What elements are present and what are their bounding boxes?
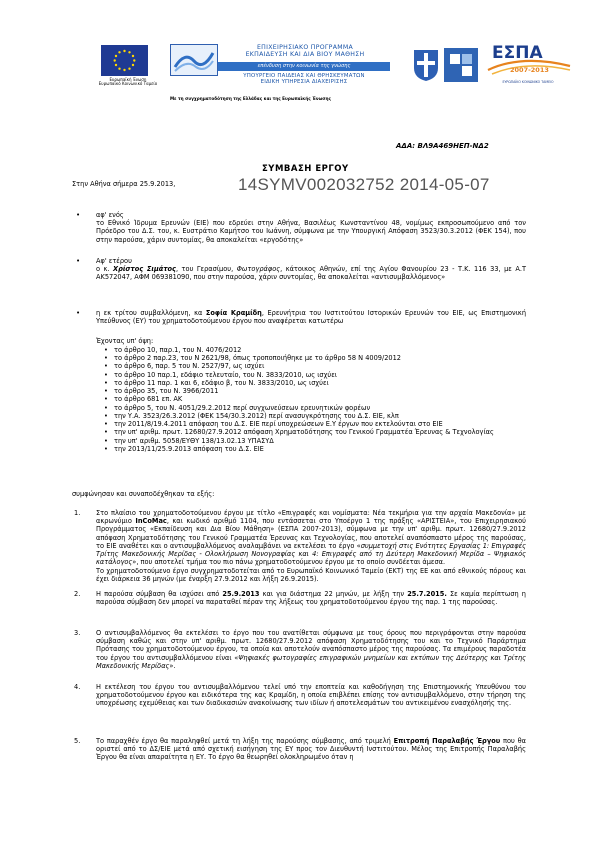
clause-number: 2. <box>74 590 81 598</box>
contract-title: ΣΥΜΒΑΣΗ ΕΡΓΟΥ <box>262 164 349 174</box>
list-item: • το άρθρο 10, παρ.1, του Ν. 4076/2012 <box>104 346 524 354</box>
bullet: • <box>76 309 81 317</box>
legal-basis-list <box>104 346 524 453</box>
party-2-text: ο κ. Χρίστος Σιμάτος, του Γερασίμου, Φωτογράφος, κάτοικος Αθηνών, επί της Αγίου Φανουρίου 23 - Τ.Κ. 116 33, με Α.Τ ΑΚ572047, ΑΦΜ 069381090, που στην παρούσα, χάριν συντομίας, θα αποκαλείται «αντισυμβαλλόμενος» <box>96 265 526 282</box>
list-item: • το άρθρο 2 παρ.23, του Ν 2621/98, όπως τροποποιήθηκε με το άρθρο 58 Ν 4009/2012 <box>104 354 524 362</box>
espa-subtitle: ΕΥΡΩΠΑΪΚΟ ΚΟΙΝΩΝΙΚΟ ΤΑΜΕΙΟ <box>502 80 554 84</box>
list-item: • το άρθρο 10 παρ.1, εδάφιο τελευταίο, του Ν. 3833/2010, ως ισχύει <box>104 371 524 379</box>
list-item: • το άρθρο 35, του Ν. 3966/2011 <box>104 387 524 395</box>
eu-label: Ευρωπαϊκή Ένωση Ευρωπαϊκό Κοινωνικό Ταμείο <box>98 77 158 87</box>
clause-number: 4. <box>74 683 81 691</box>
clause-2: Η παρούσα σύμβαση θα ισχύσει από 25.9.2013 και για διάστημα 22 μηνών, με λήξη την 25.7.2015. Σε καμία περίπτωση η παρούσα σύμβαση δεν μπορεί να παραταθεί πέραν της λήξεως του χρηματοδοτούμενου έργου της παρ. 1 της παρούσας. <box>96 590 526 607</box>
list-item: • την 2011/8/19.4.2011 απόφαση του Δ.Σ. ΕΙΕ περί υποχρεώσεων Ε.Υ έργων που εκτελούνται στο ΕΙΕ <box>104 420 524 428</box>
having-regard-heading: Έχοντας υπ' όψη: <box>96 337 154 345</box>
place-date: Στην Αθήνα σήμερα 25.9.2013, <box>72 180 176 188</box>
co-funding-note: Με τη συγχρηματοδότηση της Ελλάδας και της Ευρωπαϊκής Ένωσης <box>170 96 331 101</box>
clause-number: 5. <box>74 737 81 745</box>
greek-emblem-icon <box>412 48 440 82</box>
espa-years: 2007-2013 <box>510 66 549 74</box>
bullet: • <box>76 257 81 265</box>
ministry-label: ΥΠΟΥΡΓΕΙΟ ΠΑΙΔΕΙΑΣ ΚΑΙ ΘΡΗΣΚΕΥΜΑΤΩΝ ΕΙΔΙΚΗ ΥΠΗΡΕΣΙΑ ΔΙΑΧΕΙΡΙΣΗΣ <box>243 73 365 86</box>
clause-3: Ο αντισυμβαλλόμενος θα εκτελέσει το έργο που του ανατίθεται σύμφωνα με τους όρους που περιγράφονται στην παρούσα σύμβαση καθώς και στην υπ' αριθμ. πρωτ. 12680/27.9.2012 απόφαση Χρηματοδότησης του και το Τεχνικό Παράρτημα Πρότασης του χρηματοδοτούμενου έργου, τα οποία και αποτελούν αναπόσπαστο μέρος της παρούσας. Τα επιμέρους παραδοτέα του έργου του αντισυμβαλλόμενου είναι «Ψηφιακές φωτογραφίες επιγραφικών μνημείων και εκτύπων της Δεύτερης και Τρίτης Μακεδονικής Μερίδας». <box>96 629 526 670</box>
list-item: • την υπ' αριθμ. 5058/ΕΥΘΥ 138/13.02.13 ΥΠΑΣΥΔ <box>104 437 524 445</box>
program-slogan: επένδυση στην κοινωνία της γνώσης <box>218 62 390 71</box>
list-item: • το άρθρο 681 επ. ΑΚ <box>104 395 524 403</box>
espa-title: ΕΣΠΑ <box>492 43 543 63</box>
list-item: • το άρθρο 11 παρ. 1 και 6, εδάφιο β, του Ν. 3833/2010, ως ισχύει <box>104 379 524 387</box>
party-3: η εκ τρίτου συμβαλλόμενη, κα Σοφία Κραμίδη, Ερευνήτρια του Ινστιτούτου Ιστορικών Ερευνών του ΕΙΕ, ως Επιστημονική Υπεύθυνος (ΕΥ) του χρηματοδοτούμενου έργου που αναφέρεται κατωτέρω <box>96 309 526 326</box>
clause-number: 3. <box>74 629 81 637</box>
clause-1: Στο πλαίσιο του χρηματοδοτούμενου έργου με τίτλο «Επιγραφές και νομίσματα: Νέα τεκμήρια για την αρχαία Μακεδονία» με ακρωνύμιο InCoMac, και κωδικό αριθμό 1104, που εντάσσεται στο Υποέργο 1 της πράξης «ΑΡΙΣΤΕΙΑ», του Επιχειρησιακού Προγράμματος «Εκπαίδευση και Δια Βίου Μάθηση» (ΕΣΠΑ 2007-2013), σύμφωνα με την υπ' αριθμ. πρωτ. 12680/27.9.2012 απόφαση Χρηματοδότησης του Γενικού Γραμματέα Έρευνας και Τεχνολογίας, που αποτελεί αναπόσπαστο μέρος της παρούσας, το ΕΙΕ αναθέτει και ο αντισυμβαλλόμενος αναλαμβάνει να εκτελέσει το έργο «συμμετοχή στις Ενότητες Εργασίας 1: Επιγραφές Τρίτης Μακεδονικής Μερίδας - Ολοκλήρωση Νονογραφίας και 4: Επιγραφές από τη Δεύτερη Μακεδονική Μερίδα – Ψηφιακός κατάλογος», που αποτελεί τμήμα του πιο πάνω χρηματοδοτούμενου έργου με το οποίο συνδέεται άμεσα. Το χρηματοδοτούμενο έργο συγχρηματοδοτείται από το Ευρωπαϊκό Κοινωνικό Ταμείο (ΕΚΤ) της ΕΕ και από εθνικούς πόρους και έχει διάρκεια 36 μηνών (με έναρξη 27.9.2012 και λήξη 26.9.2015). <box>96 509 527 583</box>
clause-5: Το παραχθέν έργο θα παραληφθεί μετά τη λήξη της παρούσης σύμβασης, από τριμελή Επιτροπή Παραλαβής Έργου που θα οριστεί από το ΔΣ/ΕΙΕ μετά από σχετική εισήγηση της ΕΥ προς τον Διευθυντή Ινστιτούτου. Μέλος της Επιτροπής Παραλαβής Έργου θα είναι απαραίτητα η ΕΥ. Το έργο θα θεωρηθεί ολοκληρωμένο όταν η <box>96 737 526 762</box>
ss-logo-icon <box>444 48 478 82</box>
party-2-lead: Αφ' ετέρου <box>96 257 132 265</box>
education-program-logo-icon <box>170 44 218 76</box>
ada-code: ΑΔΑ: ΒΛ9Α469ΗΕΠ-ΝΔ2 <box>396 142 489 150</box>
party-1-text: το Εθνικό Ίδρυμα Ερευνών (ΕΙΕ) που εδρεύει στην Αθήνα, Βασιλέως Κωνσταντίνου 48, νομίμως εκπροσωπούμενο από τον Πρόεδρο του Δ.Σ. του, κ. Ευστράτιο Καμήτσο του Ιωάννη, σύμφωνα με την Υπουργική Απόφαση 3523/30.3.2012 (ΦΕΚ 154), που στην παρούσα, χάριν συντομίας, θα αποκαλείται «εργοδότης» <box>96 219 526 244</box>
party-2 <box>96 257 526 282</box>
party-1 <box>96 211 526 244</box>
document-id: 14SYMV002032752 2014-05-07 <box>238 175 490 194</box>
scientist-name: Σοφία Κραμίδη <box>205 309 262 317</box>
list-item: • την 2013/11/25.9.2013 απόφαση του Δ.Σ. ΕΙΕ <box>104 445 524 453</box>
party-1-lead: αφ' ενός <box>96 211 124 219</box>
list-item: • το άρθρο 6, παρ. 5 του Ν. 2527/97, ως ισχύει <box>104 362 524 370</box>
list-item: • την Υ.Α. 3523/26.3.2012 (ΦΕΚ 154/30.3.2012) περί ανασυγκρότησης του Δ.Σ. ΕΙΕ, κλπ <box>104 412 524 420</box>
clause-4: Η εκτέλεση του έργου του αντισυμβαλλόμενου τελεί υπό την εποπτεία και καθοδήγηση της Επιστημονικής Υπευθύνου του χρηματοδοτούμενου έργου και ειδικότερα της κας Κραμίδη, η οποία επιβλέπει επίσης τον αντισυμβαλλόμενο, στην τήρηση της υποχρέωσης εχεμύθειας και των διαδικασιών ανακοίνωσης των ιδίων ή αποτελεσμάτων του αντικειμένου ενασχόλησής της. <box>96 683 526 708</box>
agreement-line: συμφώνησαν και συναποδέχθηκαν τα εξής: <box>72 490 215 498</box>
program-title: ΕΠΙΧΕΙΡΗΣΙΑΚΟ ΠΡΟΓΡΑΜΜΑ ΕΚΠΑΙΔΕΥΣΗ ΚΑΙ ΔΙΑ ΒΙΟΥ ΜΑΘΗΣΗ <box>245 44 365 59</box>
clause-number: 1. <box>74 509 81 517</box>
bullet: • <box>76 211 81 219</box>
contractor-profession: Φωτογράφος <box>236 265 281 274</box>
list-item: • την υπ' αριθμ. πρωτ. 12680/27.9.2012 απόφαση Χρηματοδότησης του Γενικού Γραμματέα Έρευνας & Τεχνολογίας <box>104 428 524 436</box>
eu-flag-icon <box>101 45 148 76</box>
list-item: • το άρθρο 5, του Ν. 4051/29.2.2012 περί συγχωνεύσεων ερευνητικών φορέων <box>104 404 524 412</box>
contractor-name: Χρίστος Σιμάτος <box>113 265 176 274</box>
